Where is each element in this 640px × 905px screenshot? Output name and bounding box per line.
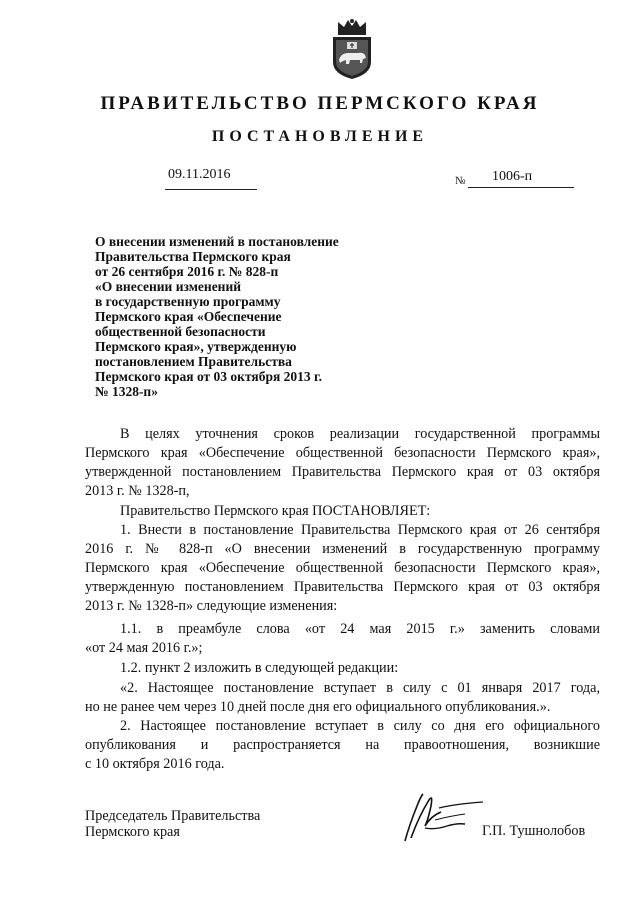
paragraph-item-1-2	[85, 659, 600, 678]
government-title: ПРАВИТЕЛЬСТВО ПЕРМСКОГО КРАЯ	[100, 93, 540, 114]
paragraph-new-wording	[85, 679, 600, 717]
text-line: «от 24 мая 2016 г.»;	[85, 640, 203, 656]
document-date: 09.11.2016	[168, 167, 231, 182]
text-line: «2. Настоящее постановление вступает в силу с 01 января 2017 года,	[120, 680, 600, 696]
text-line: 1. Внести в постановление Правительства Пермского края от 26 сентября	[120, 522, 600, 538]
text-line: Правительство Пермского края ПОСТАНОВЛЯЕТ:	[120, 503, 431, 519]
text-line: утвержденной постановлением Правительства Пермского края от 03 октября	[85, 464, 600, 480]
text-line: 1.1. в преамбуле слова «от 24 мая 2015 г.» заменить словами	[120, 621, 600, 637]
subject-line: общественной безопасности	[95, 324, 266, 339]
document-subject	[95, 234, 395, 399]
number-field	[468, 168, 574, 188]
subject-line: № 1328-п»	[95, 384, 158, 399]
subject-line: О внесении изменений в постановление	[95, 234, 339, 249]
coat-of-arms-icon	[330, 18, 374, 80]
subject-line: Пермского края от 03 октября 2013 г.	[95, 369, 323, 384]
date-field	[165, 163, 257, 190]
document-number: 1006-п	[492, 169, 533, 184]
subject-line: в государственную программу	[95, 294, 281, 309]
signatory-name: Г.П. Тушнолобов	[482, 823, 586, 839]
text-line: но не ранее чем через 10 дней после дня его официального опубликования.».	[85, 699, 551, 715]
subject-line: Пермского края», утвержденную	[95, 339, 297, 354]
handwritten-signature-icon	[395, 786, 495, 846]
text-line: 2. Настоящее постановление вступает в силу со дня его официального	[120, 718, 600, 734]
text-line: В целях уточнения сроков реализации государственной программы	[120, 426, 600, 442]
paragraph-item-2	[85, 717, 600, 774]
paragraph-item-1	[85, 521, 600, 616]
text-line: с 10 октября 2016 года.	[85, 756, 225, 772]
text-line: 2016 г. № 828-п «О внесении изменений в государственную программу	[85, 541, 600, 557]
signatory-position	[85, 808, 260, 840]
text-line: 2013 г. № 1328-п,	[85, 483, 190, 499]
subject-line: «О внесении изменений	[95, 279, 242, 294]
text-line: 2013 г. № 1328-п» следующие изменения:	[85, 598, 338, 614]
text-line: 1.2. пункт 2 изложить в следующей редакции:	[120, 660, 399, 676]
subject-line: от 26 сентября 2016 г. № 828-п	[95, 264, 279, 279]
paragraph-item-1-1	[85, 620, 600, 658]
text-line: опубликования и распространяется на правоотношения, возникшие	[85, 737, 600, 753]
text-line: Пермского края «Обеспечение общественной безопасности Пермского края»,	[85, 445, 600, 461]
text-line: утвержденную постановлением Правительства Пермского края от 03 октября	[85, 579, 600, 595]
subject-line: Правительства Пермского края	[95, 249, 291, 264]
position-line: Председатель Правительства	[85, 808, 261, 824]
number-sign: №	[455, 175, 466, 187]
subject-line: Пермского края «Обеспечение	[95, 309, 282, 324]
subject-line: постановлением Правительства	[95, 354, 292, 369]
text-line: Пермского края «Обеспечение общественной безопасности Пермского края»,	[85, 560, 600, 576]
position-line: Пермского края	[85, 824, 180, 840]
paragraph-preamble	[85, 425, 600, 501]
paragraph-resolves	[85, 502, 600, 521]
document-type: ПОСТАНОВЛЕНИЕ	[211, 128, 429, 145]
